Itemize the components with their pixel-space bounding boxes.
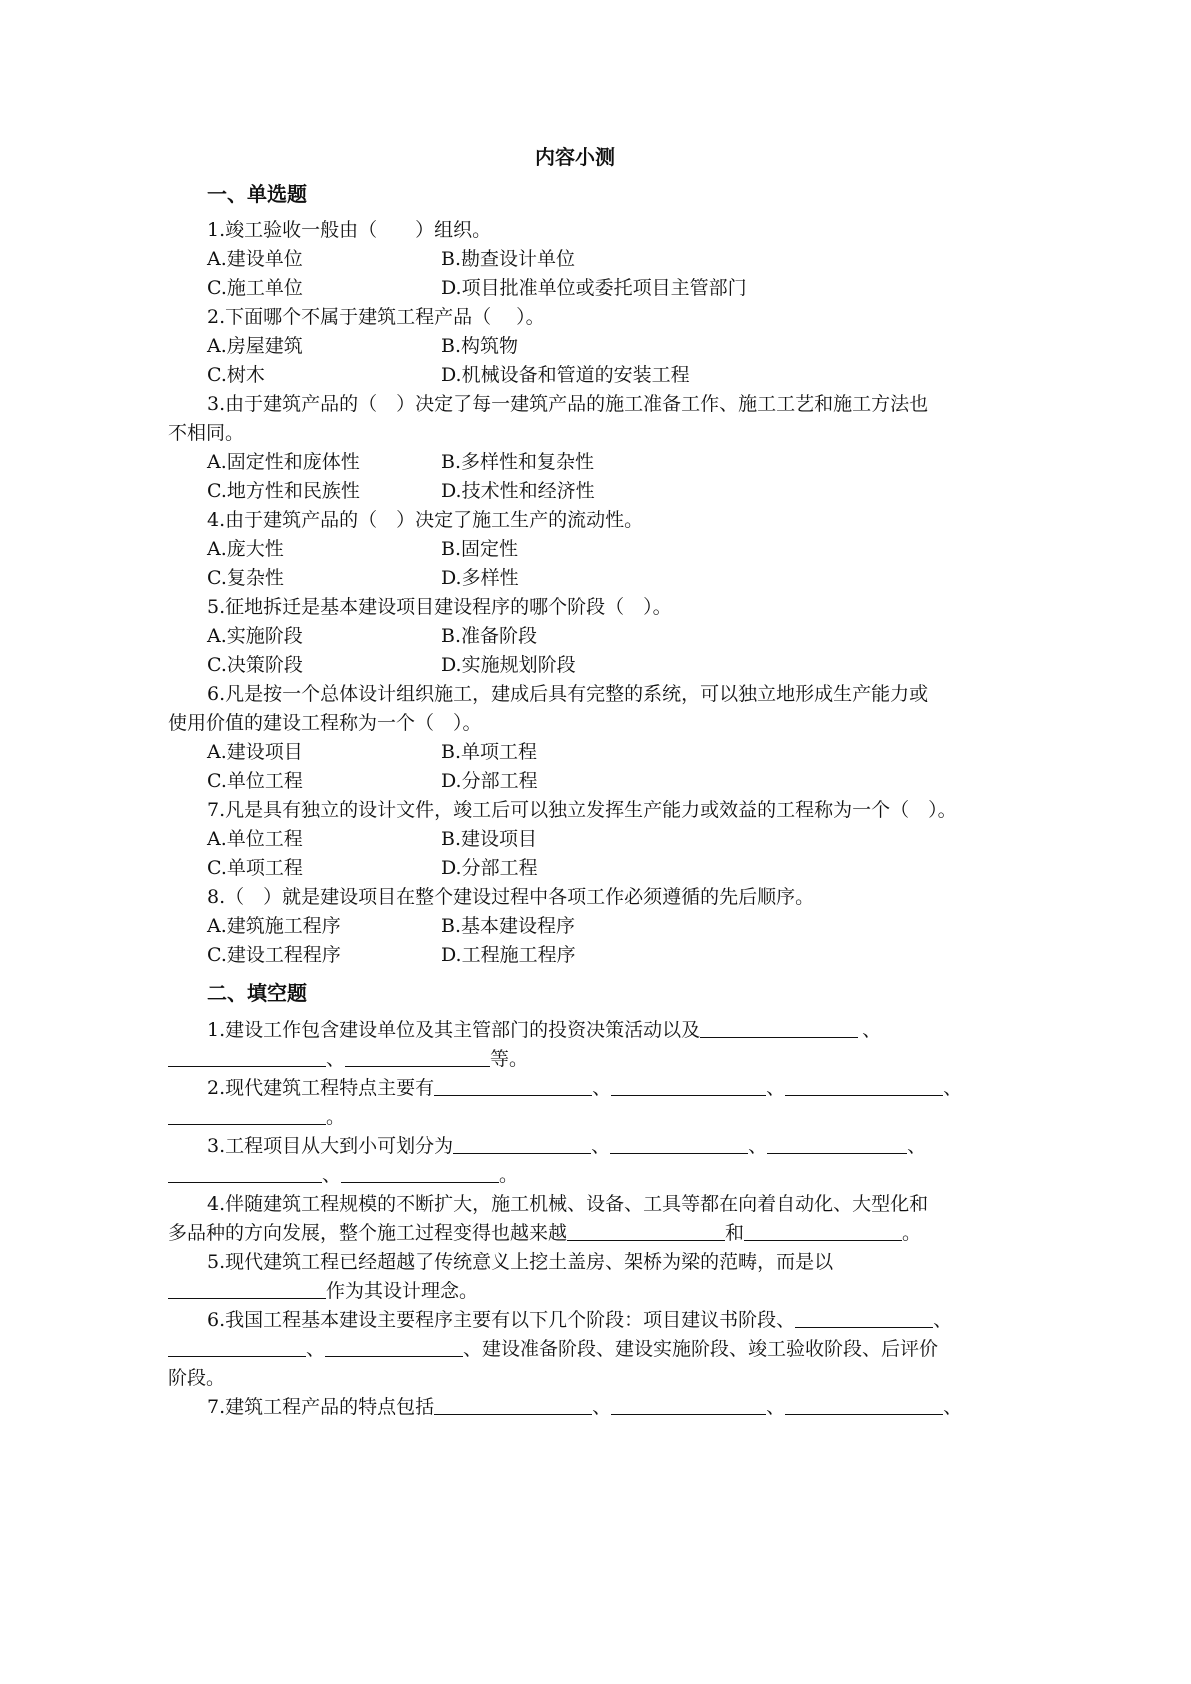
question-5-option-a: A.实施阶段 — [207, 625, 303, 647]
fill-6-blank-2[interactable] — [168, 1336, 306, 1357]
fill-5-blank-1[interactable] — [168, 1278, 326, 1299]
fill-3-blank-3[interactable] — [767, 1133, 907, 1154]
fill-7-text: 7.建筑工程产品的特点包括 — [207, 1396, 435, 1418]
sentence-end: 。 — [499, 1164, 519, 1186]
question-2-option-d: D.机械设备和管道的安装工程 — [441, 364, 690, 386]
fill-2-blank-4[interactable] — [168, 1104, 326, 1125]
fill-2-blank-2[interactable] — [611, 1075, 766, 1096]
question-8-option-a: A.建筑施工程序 — [207, 915, 341, 937]
fill-3-blank-1[interactable] — [453, 1133, 591, 1154]
fill-6-blank-1[interactable] — [795, 1307, 933, 1328]
question-7-stem: 7.凡是具有独立的设计文件，竣工后可以独立发挥生产能力或效益的工程称为一个（ ）。 — [207, 799, 957, 821]
separator: 、 — [943, 1077, 963, 1099]
question-8-stem: 8.（ ）就是建设项目在整个建设过程中各项工作必须遵循的先后顺序。 — [207, 886, 815, 908]
question-4-option-b: B.固定性 — [441, 538, 519, 560]
question-1-stem: 1.竣工验收一般由（ ）组织。 — [207, 219, 492, 241]
fill-1-line-2 — [168, 1045, 528, 1073]
question-6-stem-line-2: 使用价值的建设工程称为一个（ ）。 — [168, 712, 482, 734]
question-6-option-d: D.分部工程 — [441, 770, 538, 792]
fill-6-line-3: 阶段。 — [168, 1367, 226, 1389]
question-3-stem-line-2: 不相同。 — [168, 422, 245, 444]
fill-6-line-2 — [168, 1335, 938, 1363]
fill-3-text: 3.工程项目从大到小可划分为 — [207, 1135, 454, 1157]
section-heading-fill-in: 二、填空题 — [207, 981, 307, 1005]
fill-2-blank-1[interactable] — [434, 1075, 592, 1096]
page-title: 内容小测 — [535, 145, 615, 169]
separator: 、 — [933, 1309, 953, 1331]
sentence-end: 等。 — [490, 1048, 529, 1070]
fill-5-line-2 — [168, 1277, 478, 1305]
question-7-option-d: D.分部工程 — [441, 857, 538, 879]
fill-2-line-2 — [168, 1103, 345, 1131]
question-5-option-d: D.实施规划阶段 — [441, 654, 576, 676]
fill-3-line-1 — [207, 1132, 926, 1160]
question-2-stem: 2.下面哪个不属于建筑工程产品（ ）。 — [207, 306, 545, 328]
question-6-option-b: B.单项工程 — [441, 741, 538, 763]
fill-6-text-2: 、建设准备阶段、建设实施阶段、竣工验收阶段、后评价 — [463, 1338, 939, 1360]
question-7-option-b: B.建设项目 — [441, 828, 538, 850]
fill-6-blank-3[interactable] — [325, 1336, 463, 1357]
separator: 、 — [943, 1396, 963, 1418]
fill-1-blank-1[interactable] — [700, 1017, 858, 1038]
separator: 、 — [326, 1048, 346, 1070]
question-7-option-c: C.单项工程 — [207, 857, 303, 879]
separator: 、 — [776, 1309, 796, 1331]
separator: 、 — [322, 1164, 342, 1186]
sentence-end: 。 — [326, 1106, 346, 1128]
fill-3-blank-4[interactable] — [168, 1162, 322, 1183]
fill-4-line-1: 4.伴随建筑工程规模的不断扩大，施工机械、设备、工具等都在向着自动化、大型化和 — [207, 1193, 929, 1215]
question-3-option-b: B.多样性和复杂性 — [441, 451, 595, 473]
question-2-option-b: B.构筑物 — [441, 335, 519, 357]
question-1-option-d: D.项目批准单位或委托项目主管部门 — [441, 277, 747, 299]
fill-1-blank-3[interactable] — [345, 1046, 490, 1067]
question-1-option-c: C.施工单位 — [207, 277, 303, 299]
question-1-option-a: A.建设单位 — [207, 248, 303, 270]
separator: 、 — [766, 1077, 786, 1099]
question-6-option-c: C.单位工程 — [207, 770, 303, 792]
question-6-stem-line-1: 6.凡是按一个总体设计组织施工，建成后具有完整的系统，可以独立地形成生产能力或 — [207, 683, 929, 705]
fill-3-blank-5[interactable] — [341, 1162, 499, 1183]
separator: 、 — [907, 1135, 927, 1157]
question-8-option-d: D.工程施工程序 — [441, 944, 576, 966]
section-heading-multiple-choice: 一、单选题 — [207, 182, 307, 206]
question-3-option-a: A.固定性和庞体性 — [207, 451, 360, 473]
question-4-stem: 4.由于建筑产品的（ ）决定了施工生产的流动性。 — [207, 509, 644, 531]
fill-4-line-2 — [168, 1219, 921, 1247]
fill-4-blank-2[interactable] — [744, 1220, 902, 1241]
separator: 、 — [862, 1019, 882, 1041]
question-3-stem-line-1: 3.由于建筑产品的（ ）决定了每一建筑产品的施工准备工作、施工工艺和施工方法也 — [207, 393, 929, 415]
fill-1-line-1 — [207, 1016, 881, 1044]
question-6-option-a: A.建设项目 — [207, 741, 303, 763]
question-4-option-c: C.复杂性 — [207, 567, 284, 589]
question-4-option-d: D.多样性 — [441, 567, 519, 589]
question-5-option-b: B.准备阶段 — [441, 625, 538, 647]
conjunction: 和 — [725, 1222, 745, 1244]
fill-6-text: 6.我国工程基本建设主要程序主要有以下几个阶段：项目建议书阶段 — [207, 1309, 777, 1331]
fill-2-blank-3[interactable] — [785, 1075, 943, 1096]
question-8-option-c: C.建设工程程序 — [207, 944, 341, 966]
separator: 、 — [766, 1396, 786, 1418]
question-1-option-b: B.勘查设计单位 — [441, 248, 576, 270]
question-4-option-a: A.庞大性 — [207, 538, 284, 560]
fill-3-line-2 — [168, 1161, 518, 1189]
fill-7-blank-1[interactable] — [434, 1394, 592, 1415]
separator: 、 — [592, 1077, 612, 1099]
fill-7-blank-2[interactable] — [611, 1394, 766, 1415]
separator: 、 — [591, 1135, 611, 1157]
question-5-option-c: C.决策阶段 — [207, 654, 303, 676]
fill-7-line-1 — [207, 1393, 962, 1421]
fill-2-line-1 — [207, 1074, 962, 1102]
fill-3-blank-2[interactable] — [610, 1133, 748, 1154]
fill-1-blank-2[interactable] — [168, 1046, 326, 1067]
question-3-option-c: C.地方性和民族性 — [207, 480, 360, 502]
fill-2-text: 2.现代建筑工程特点主要有 — [207, 1077, 435, 1099]
fill-4-text: 多品种的方向发展，整个施工过程变得也越来越 — [168, 1222, 568, 1244]
separator: 、 — [306, 1338, 326, 1360]
separator: 、 — [592, 1396, 612, 1418]
fill-1-text: 1.建设工作包含建设单位及其主管部门的投资决策活动以及 — [207, 1019, 701, 1041]
fill-5-text: 作为其设计理念。 — [326, 1280, 479, 1302]
question-2-option-c: C.树木 — [207, 364, 265, 386]
fill-7-blank-3[interactable] — [785, 1394, 943, 1415]
sentence-end: 。 — [902, 1222, 922, 1244]
question-8-option-b: B.基本建设程序 — [441, 915, 576, 937]
question-5-stem: 5.征地拆迁是基本建设项目建设程序的哪个阶段（ ）。 — [207, 596, 672, 618]
fill-6-line-1 — [207, 1306, 952, 1334]
question-3-option-d: D.技术性和经济性 — [441, 480, 595, 502]
question-2-option-a: A.房屋建筑 — [207, 335, 303, 357]
separator: 、 — [748, 1135, 768, 1157]
fill-4-blank-1[interactable] — [567, 1220, 725, 1241]
fill-5-line-1: 5.现代建筑工程已经超越了传统意义上挖土盖房、架桥为梁的范畴，而是以 — [207, 1251, 834, 1273]
question-7-option-a: A.单位工程 — [207, 828, 303, 850]
